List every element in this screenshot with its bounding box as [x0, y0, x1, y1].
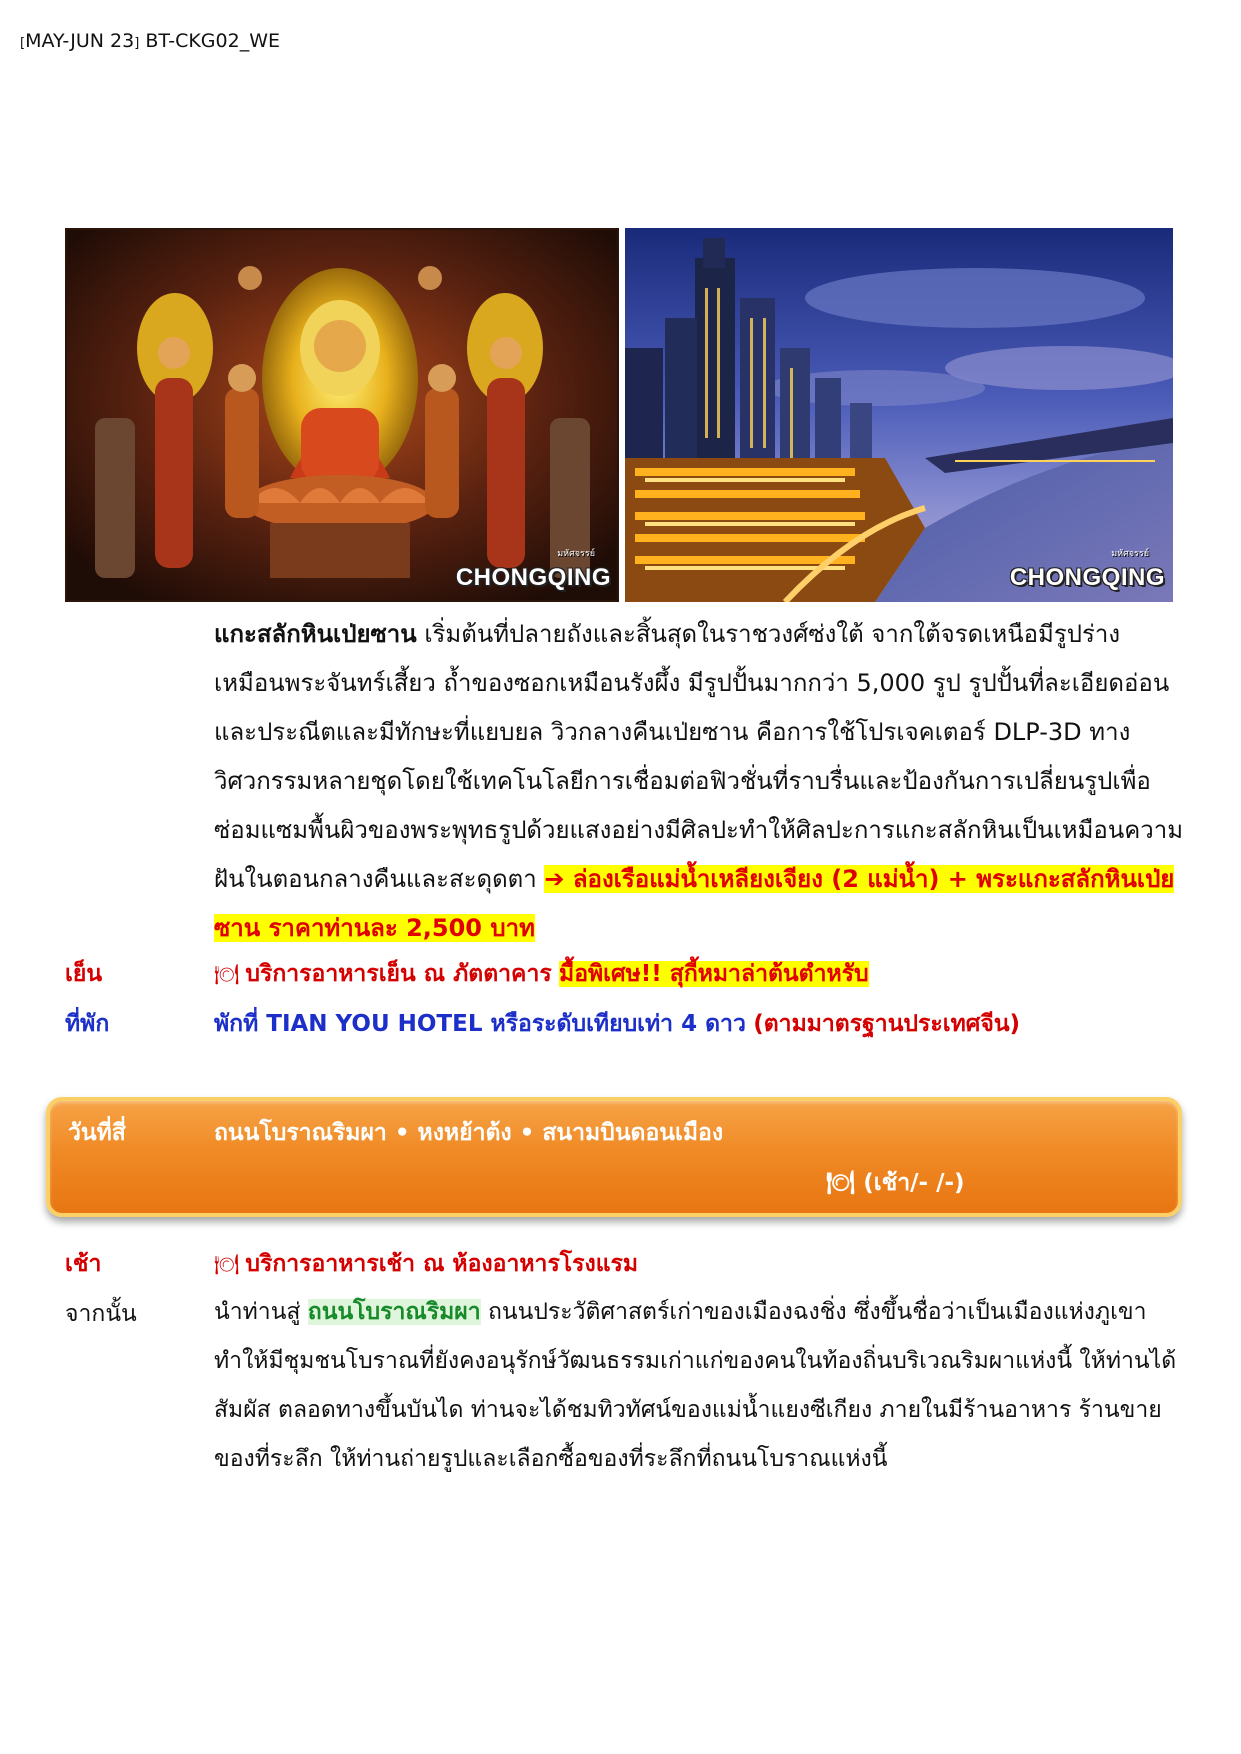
day-route: ถนนโบราณริมผา • หงหย้าต้ง • สนามบินดอนเมือง — [214, 1120, 724, 1146]
meal-icon: 🍽 — [826, 1170, 856, 1196]
breakfast-text: บริการอาหารเช้า ณ ห้องอาหารโรงแรม — [245, 1251, 639, 1277]
document-code — [20, 30, 280, 52]
watermark-chongqing: CHONGQING — [1009, 564, 1165, 591]
code-date: MAY-JUN 23 — [25, 30, 135, 52]
day-meals: 🍽 (เช้า/- /-) — [826, 1170, 965, 1196]
dazu-body: เริ่มต้นที่ปลายถังและสิ้นสุดในราชวงศ์ซ่งใต้ จากใต้จรดเหนือมีรูปร่างเหมือนพระจันทร์เสี้ยว ถ้ำของซอกเหมือนรังผึ้ง มีรูปปั้นมากกว่า 5,000 รูป รูปปั้นที่ละเอียดอ่อนและประณีตและมีทักษะที่แยบยล วิวกลางคืนเป่ยซาน คือการใช้โปรเจคเตอร์ DLP-3D ทางวิศวกรรมหลายชุดโดยใช้เทคโนโลยีการเชื่อมต่อฟิวชั่นที่ราบรื่นและป้องกันการเปลี่ยนรูปเพื่อซ่อมแซมพื้นผิวของพระพุทธรูปด้วยแสงอย่างมีศิลปะทำให้ศิลปะการแกะสลักหินเป็นเหมือนความฝันในตอนกลางคืนและสะดุดตา — [214, 620, 1184, 893]
watermark-small: มหัศจรรย์ — [557, 549, 595, 559]
hotel-text: พักที่ TIAN YOU HOTEL หรือระดับเทียบเท่า 4 ดาว — [214, 1011, 746, 1037]
chongqing-night-image — [625, 228, 1173, 602]
meal-icon: 🍽 — [214, 962, 240, 986]
dazu-title: แกะสลักหินเป่ยซาน — [214, 620, 417, 648]
dinner-highlight: มื้อพิเศษ!! สุกี้หมาล่าต้นตำหรับ — [559, 961, 869, 987]
dinner-text: บริการอาหารเย็น ณ ภัตตาคาร — [245, 961, 552, 987]
dinner-label: เย็น — [65, 961, 103, 987]
watermark-chongqing: CHONGQING — [455, 564, 611, 591]
meal-icon: 🍽 — [214, 1252, 240, 1276]
then-description: นำท่านสู่ ถนนโบราณริมผา ถนนประวัติศาสตร์เก่าของเมืองฉงชิ่ง ซึ่งขึ้นชื่อว่าเป็นเมืองแห่งภูเขา ทำให้มีชุมชนโบราณที่ยังคงอนุรักษ์วัฒนธรรมเก่าแก่ของคนในท้องถิ่นบริเวณริมผาแห่งนี้ ให้ท่านได้สัมผัส ตลอดทางขึ้นบันได ท่านจะได้ชมทิวทัศน์ของแม่น้ำแยงซีเกียง ภายในมีร้านอาหาร ร้านขายของที่ระลึก ให้ท่านถ่ายรูปและเลือกซื้อของที่ระลึกที่ถนนโบราณแห่งนี้ — [214, 1299, 1177, 1472]
hotel-note: (ตามมาตรฐานประเทศจีน) — [753, 1011, 1021, 1037]
place-name: ถนนโบราณริมผา — [307, 1299, 481, 1325]
buddha-carving-image — [65, 228, 619, 602]
then-label: จากนั้น — [65, 1301, 137, 1327]
breakfast-label: เช้า — [65, 1251, 102, 1277]
chongqing-night-photo — [625, 228, 1173, 602]
bracket-close: ] — [134, 36, 140, 51]
dinner-row — [214, 957, 869, 991]
day-label: วันที่สี่ — [68, 1120, 126, 1146]
breakfast-row — [214, 1247, 638, 1281]
dazu-description — [214, 610, 1184, 953]
code-id: BT-CKG02_WE — [145, 30, 280, 52]
hotel-row — [214, 1007, 1020, 1041]
watermark-small: มหัศจรรย์ — [1111, 549, 1149, 559]
hotel-label: ที่พัก — [65, 1011, 110, 1037]
optional-tour-price: ➔ ล่องเรือแม่น้ำเหลียงเจียง (2 แม่น้ำ) + พระแกะสลักหินเป่ยซาน ราคาท่านละ 2,500 บาท — [214, 865, 1175, 942]
day-header-bar — [46, 1097, 1182, 1217]
bracket-open: [ — [20, 36, 26, 51]
buddha-carving-photo — [65, 228, 619, 602]
